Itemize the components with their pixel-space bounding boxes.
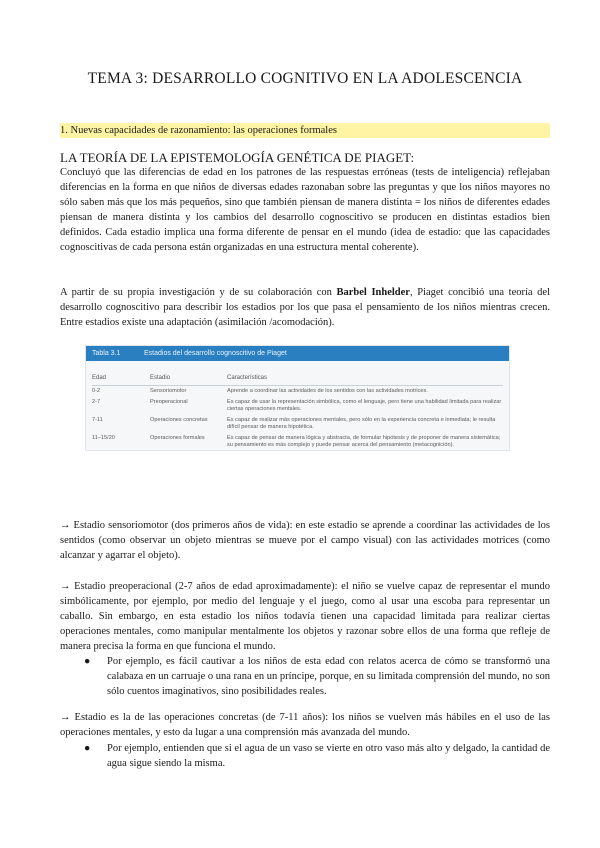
column-caracteristicas: Características (227, 375, 268, 381)
paragraph-preoperacional: → Estadio preoperacional (2-7 años de edad aproximadamente): el niño se vuelve capaz de representar el mundo simbólicamente, por ejemplo, por medio del lenguaje y el juego, como al usar una escoba para representar un caballo. Sin embargo, en esta estadio los niños todavía tienen una capacidad limitada para realizar ciertas operaciones mentales, como manipular mentalmente los objetos y razonar sobre ellos de una forma que refleje de manera precisa la forma en que funciona el mundo. (60, 581, 550, 652)
row-age: 0-2 (92, 388, 101, 394)
row-description: Es capaz de usar la representación simbólica, como el lenguaje, pero tiene una habilidad limitada para realizar ciertas operaciones mentales. (227, 399, 502, 412)
row-age: 2-7 (92, 399, 101, 405)
bullet-icon: ● (84, 656, 91, 667)
paragraph-sensoriomotor: → Estadio sensoriomotor (dos primeros años de vida): en este estadio se aprende a coordinar las actividades de los sentidos (como observar un objeto mientras se mueve por el campo visual) con las actividades motrices (como alcanzar y agarrar el objeto). (60, 520, 550, 561)
document-title: TEMA 3: DESARROLLO COGNITIVO EN LA ADOLESCENCIA (87, 70, 523, 87)
column-estadio: Estadio (150, 375, 171, 381)
bullet-item-2 (84, 741, 550, 771)
paragraph-operaciones-concretas: → Estadio es la de las operaciones concretas (de 7-11 años): los niños se vuelven más hábiles en el uso de las operaciones mentales, y esto da lugar a una comprensión más avanzada del mundo. (60, 712, 550, 738)
bullet-text-2: Por ejemplo, entienden que si el agua de un vaso se vierte en otro vaso más alto y delgado, la cantidad de agua sigue siendo la misma. (107, 743, 550, 769)
paragraph-1: Concluyó que las diferencias de edad en los patrones de las respuestas erróneas (tests de inteligencia) reflejaban diferencias en la forma en que niños de diversas edades razonaban sobre las preguntas y que los niños mayores no sólo saben más que los más pequeños, sino que también piensan de manera distinta = los niños de diferentes edades piensan de manera distinta y los cambios del desarrollo cognoscitivo se producen en distintas estadios bien definidos. Cada estadio implica una forma diferente de pensar en el mundo (idea de estadio: que las capacidades cognoscitivas de cada persona están organizadas en una estructura mental coherente). (60, 167, 550, 253)
row-description: Aprende a coordinar las actividades de los sentidos con las actividades motrices. (227, 388, 428, 394)
bullet-icon: ● (84, 743, 91, 754)
paragraph-2-start: A partir de su propia investigación y de su colaboración con (60, 287, 337, 298)
row-stage: Sensoriomotor (150, 388, 187, 394)
bullet-text-1: Por ejemplo, es fácil cautivar a los niños de esta edad con relatos acerca de cómo se transformó una calabaza en un carruaje o una rana en un príncipe, porque, en su limitada comprensión del mundo, no son sólo cuentos imaginativos, sino posibilidades reales. (107, 656, 550, 697)
row-stage: Operaciones formales (150, 435, 205, 441)
paragraph-2-end: , Piaget concibió una teoría del desarrollo cognoscitivo para describir los estadios por los que pasa el pensamiento de los niños mientras crecen. Entre estadios existe una adaptación (asimilación /acomodación). (60, 287, 551, 328)
paragraph-2-name: Barbel Inhelder (336, 287, 410, 298)
row-age: 11–15/20 (92, 435, 115, 441)
table-number: Tabla 3.1 (92, 350, 121, 357)
bullet-item-1 (84, 654, 550, 699)
row-description: Es capaz de pensar de manera lógica y abstracta, de formular hipótesis y de proponer de manera sistemática; su pensamiento es más complejo y puede pensar acerca del pensamiento (metacognición). (227, 435, 501, 448)
row-description: Es capaz de realizar más operaciones mentales, pero sólo en la experiencia concreta e inmediata; le resulta difícil pensar de manera hipotética. (227, 417, 496, 430)
piaget-stages-table (85, 345, 510, 451)
row-age: 7-11 (92, 417, 103, 423)
table-title: Estadios del desarrollo cognoscitivo de Piaget (144, 350, 287, 357)
table-header (86, 346, 509, 361)
row-stage: Operaciones concretas (150, 417, 208, 423)
section-heading: LA TEORÍA DE LA EPISTEMOLOGÍA GENÉTICA DE PIAGET: (60, 150, 415, 165)
table-column-headers (92, 375, 503, 386)
row-stage: Preoperacional (150, 399, 188, 405)
section-subtitle: 1. Nuevas capacidades de razonamiento: las operaciones formales (60, 123, 550, 138)
paragraph-2 (60, 285, 550, 330)
column-edad: Edad (92, 375, 107, 381)
